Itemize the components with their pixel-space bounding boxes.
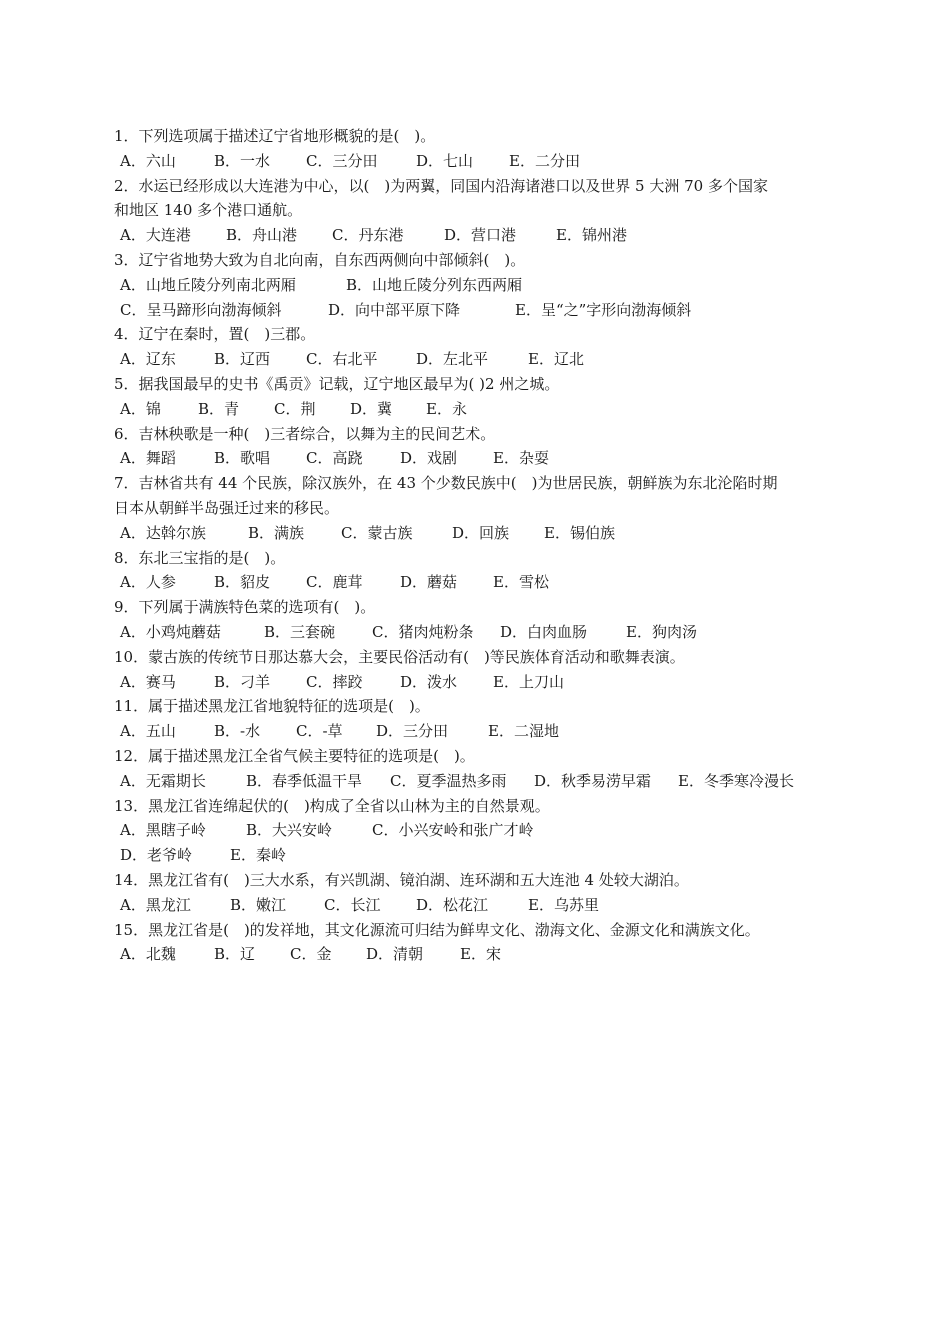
answer-option: B．貂皮 — [214, 573, 271, 592]
answer-option: B．春季低温干旱 — [246, 771, 363, 790]
question-text: 14．黑龙江省有( )三大水系，有兴凯湖、镜泊湖、连环湖和五大连池 4 处较大湖泊。 — [114, 870, 689, 889]
answer-option: C．猪肉炖粉条 — [372, 622, 474, 641]
answer-option: D．左北平 — [416, 350, 489, 369]
question-text-continued: 和地区 140 多个港口通航。 — [114, 201, 303, 220]
answer-option: E．宋 — [460, 945, 501, 964]
answer-option: C．高跷 — [306, 449, 363, 468]
question-text: 1．下列选项属于描述辽宁省地形概貌的是( )。 — [114, 127, 436, 145]
options-row — [114, 769, 844, 794]
answer-option: A．舞蹈 — [120, 449, 176, 468]
answer-option: C．摔跤 — [306, 672, 363, 691]
answer-option: A．北魏 — [120, 945, 176, 964]
question-list — [114, 124, 844, 967]
answer-option: E．上刀山 — [493, 672, 564, 691]
answer-option: E．雪松 — [493, 573, 549, 592]
answer-option: B．山地丘陵分列东西两厢 — [346, 275, 523, 294]
answer-option: B．三套碗 — [264, 622, 336, 641]
options-row — [114, 719, 844, 744]
answer-option: A．大连港 — [120, 226, 191, 245]
answer-option: C．丹东港 — [332, 226, 404, 245]
answer-option: D．秋季易涝早霜 — [534, 771, 652, 790]
answer-option: A．赛马 — [120, 672, 176, 691]
answer-option: D．泼水 — [400, 672, 458, 691]
question-text: 6．吉林秧歌是一种( )三者综合，以舞为主的民间艺术。 — [114, 424, 496, 443]
question-text: 10．蒙古族的传统节日那达慕大会，主要民俗活动有( )等民族体育活动和歌舞表演。 — [114, 647, 685, 666]
answer-option: B．歌唱 — [214, 449, 271, 468]
answer-option: C．呈马蹄形向渤海倾斜 — [120, 300, 282, 319]
answer-option: D．白肉血肠 — [500, 622, 588, 641]
answer-option: C．右北平 — [306, 350, 378, 369]
options-row — [114, 397, 844, 422]
answer-option: A．黑瞎子岭 — [120, 821, 206, 840]
answer-option: B．一水 — [214, 151, 271, 170]
answer-option: A．山地丘陵分列南北两厢 — [120, 275, 296, 294]
answer-option: D．七山 — [416, 151, 474, 170]
answer-option: D．蘑菇 — [400, 573, 458, 592]
answer-option: E．秦岭 — [230, 846, 286, 865]
answer-option: D．三分田 — [376, 722, 449, 741]
answer-option: A．六山 — [120, 151, 176, 170]
answer-option: B．青 — [198, 399, 240, 418]
options-row — [114, 843, 844, 868]
answer-option: C．蒙古族 — [341, 523, 413, 542]
answer-option: D．营口港 — [444, 226, 517, 245]
answer-option: D．戏剧 — [400, 449, 458, 468]
question-text: 3．辽宁省地势大致为自北向南，自东西两侧向中部倾斜( )。 — [114, 250, 526, 269]
options-row — [114, 521, 844, 546]
answer-option: E．二分田 — [509, 151, 580, 170]
answer-option: E．永 — [426, 399, 467, 418]
answer-option: B．舟山港 — [226, 226, 298, 245]
options-row — [114, 273, 844, 298]
question-text: 11．属于描述黑龙江省地貌特征的选项是( )。 — [114, 697, 430, 716]
answer-option: E．呈“之”字形向渤海倾斜 — [515, 300, 692, 319]
answer-option: C．鹿茸 — [306, 573, 363, 592]
answer-option: A．无霜期长 — [120, 771, 206, 790]
options-row — [114, 893, 844, 918]
answer-option: B．大兴安岭 — [246, 821, 333, 840]
answer-option: C．夏季温热多雨 — [390, 771, 507, 790]
answer-option: E．二湿地 — [488, 722, 559, 741]
answer-option: D．松花江 — [416, 895, 489, 914]
answer-option: A．黑龙江 — [120, 895, 191, 914]
answer-option: D．老爷岭 — [120, 846, 193, 865]
options-row — [114, 942, 844, 967]
answer-option: C．金 — [290, 945, 332, 964]
answer-option: C．三分田 — [306, 151, 378, 170]
question-text: 8．东北三宝指的是( )。 — [114, 548, 286, 567]
answer-option: B．-水 — [214, 722, 261, 741]
answer-option: A．五山 — [120, 722, 176, 741]
answer-option: B．辽 — [214, 945, 256, 964]
options-row — [114, 446, 844, 471]
question-text: 2．水运已经形成以大连港为中心，以( )为两翼，同国内沿海诸港口以及世界 5 大洲 70 多个国家 — [114, 176, 768, 195]
answer-option: E．乌苏里 — [528, 895, 599, 914]
answer-option: E．冬季寒冷漫长 — [678, 771, 794, 790]
answer-option: E．杂耍 — [493, 449, 549, 468]
answer-option: C．荆 — [274, 399, 316, 418]
answer-option: E．锡伯族 — [544, 523, 615, 542]
question-text: 12．属于描述黑龙江全省气候主要特征的选项是( )。 — [114, 746, 475, 765]
options-row — [114, 670, 844, 695]
options-row — [114, 223, 844, 248]
question-text: 7．吉林省共有 44 个民族，除汉族外，在 43 个少数民族中( )为世居民族，朝鲜族为东北沦陷时期 — [114, 474, 778, 493]
options-row — [114, 149, 844, 174]
answer-option: A．达斡尔族 — [120, 523, 206, 542]
options-row — [114, 570, 844, 595]
question-text-continued: 日本从朝鲜半岛强迁过来的移民。 — [114, 498, 340, 517]
question-text: 15．黑龙江省是( )的发祥地，其文化源流可归结为鲜卑文化、渤海文化、金源文化和满族文化。 — [114, 920, 760, 939]
answer-option: B．刁羊 — [214, 672, 271, 691]
answer-option: C．长江 — [324, 895, 381, 914]
answer-option: D．冀 — [350, 399, 393, 418]
question-text: 4．辽宁在秦时，置( )三郡。 — [114, 325, 316, 344]
options-row — [114, 298, 844, 323]
answer-option: E．锦州港 — [556, 226, 627, 245]
answer-option: B．嫩江 — [230, 895, 287, 914]
answer-option: D．清朝 — [366, 945, 424, 964]
answer-option: E．辽北 — [528, 350, 584, 369]
answer-option: A．辽东 — [120, 350, 176, 369]
options-row — [114, 620, 844, 645]
options-row — [114, 818, 844, 843]
answer-option: E．狗肉汤 — [626, 622, 697, 641]
question-text: 13．黑龙江省连绵起伏的( )构成了全省以山林为主的自然景观。 — [114, 796, 550, 815]
answer-option: D．向中部平原下降 — [328, 300, 461, 319]
question-text: 9．下列属于满族特色菜的选项有( )。 — [114, 598, 376, 617]
answer-option: D．回族 — [452, 523, 510, 542]
options-row — [114, 347, 844, 372]
answer-option: C．-草 — [296, 722, 343, 741]
answer-option: A．锦 — [120, 399, 161, 418]
answer-option: A．小鸡炖蘑菇 — [120, 622, 221, 641]
answer-option: C．小兴安岭和张广才岭 — [372, 821, 534, 840]
answer-option: B．辽西 — [214, 350, 271, 369]
answer-option: A．人参 — [120, 573, 176, 592]
question-text: 5．据我国最早的史书《禹贡》记载，辽宁地区最早为( )2 州之城。 — [114, 374, 560, 393]
answer-option: B．满族 — [248, 523, 305, 542]
